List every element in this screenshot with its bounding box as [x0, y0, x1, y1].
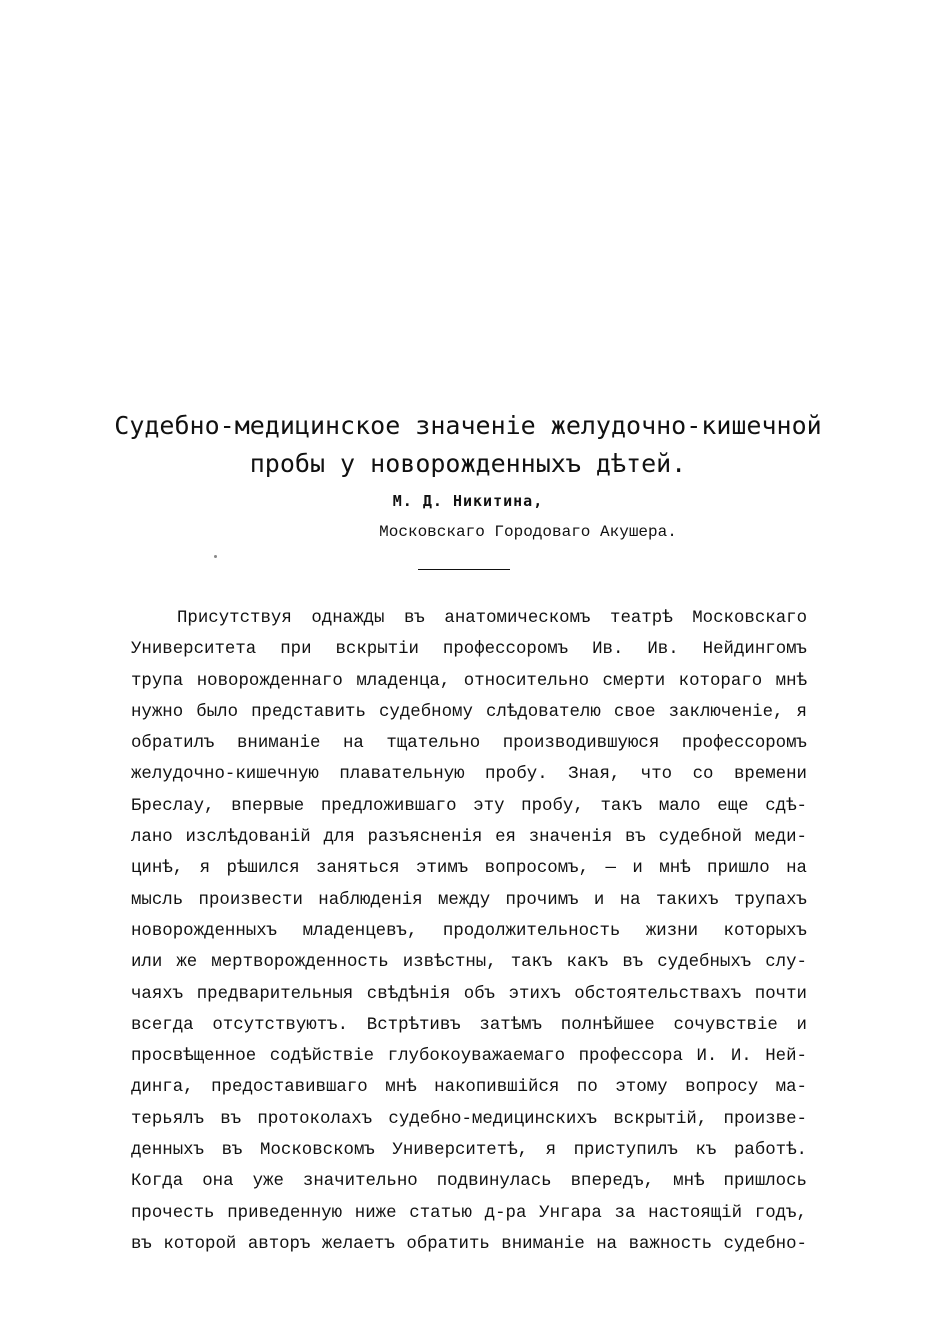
body-line: трупа новорожденнаго младенца, относительно смерти котораго мнѣ — [131, 671, 807, 691]
paper-speck — [214, 555, 217, 558]
body-line: чаяхъ предварительныя свѣдѣнія объ этихъ обстоятельствахъ почти — [131, 984, 807, 1004]
body-line: прочесть приведенную ниже статью д-ра Унгара за настоящій годъ, — [131, 1203, 807, 1223]
body-line: денныхъ въ Московскомъ Университетѣ, я приступилъ къ работѣ. — [131, 1141, 807, 1161]
body-line: просвѣщенное содѣйствіе глубокоуважаемаго профессора И. И. Ней- — [131, 1047, 807, 1067]
body-line: Университета при вскрытіи профессоромъ Ив. Ив. Нейдингомъ — [131, 640, 807, 660]
body-line: нужно было представить судебному слѣдователю свое заключеніе, я — [131, 702, 807, 722]
body-line: терьялъ въ протоколахъ судебно-медицинскихъ вскрытій, произве- — [131, 1109, 807, 1129]
article-title-line-2: пробы у новорожденныхъ дѣтей. — [249, 449, 687, 478]
body-line: Присутствуя однажды въ анатомическомъ театрѣ Московскаго — [177, 609, 807, 628]
body-line: Когда она уже значительно подвинулась впередъ, мнѣ пришлось — [131, 1172, 807, 1192]
article-title-line-1: Судебно-медицинское значеніе желудочно-кишечной — [114, 411, 822, 440]
author-affiliation: Московскаго Городоваго Акушера. — [379, 523, 677, 541]
body-line: мысль произвести наблюденія между прочимъ и на такихъ трупахъ — [131, 890, 807, 910]
body-line: въ которой авторъ желаетъ обратить вниманіе на важность судебно- — [131, 1234, 807, 1254]
body-line: всегда отсутствуютъ. Встрѣтивъ затѣмъ полнѣйшее сочувствіе и — [131, 1015, 807, 1035]
body-line: или же мертворожденность извѣстны, такъ какъ въ судебныхъ слу- — [131, 953, 807, 973]
body-line: обратилъ вниманіе на тщательно производившуюся профессоромъ — [131, 734, 807, 754]
body-line: желудочно-кишечную плавательную пробу. Зная, что со времени — [131, 765, 807, 785]
body-line: динга, предоставившаго мнѣ накопившійся по этому вопросу ма- — [131, 1078, 807, 1098]
body-line: цинѣ, я рѣшился заняться этимъ вопросомъ, — и мнѣ пришло на — [131, 859, 807, 879]
title-divider — [418, 569, 510, 570]
body-line: лано изслѣдованій для разъясненія ея значенія въ судебной меди- — [131, 828, 807, 848]
body-line: новорожденныхъ младенцевъ, продолжительность жизни которыхъ — [131, 921, 807, 941]
author-name: М. Д. Никитина, — [392, 492, 544, 510]
article-body — [131, 603, 807, 1260]
body-line: Бреслау, впервые предложившаго эту пробу, такъ мало еще сдѣ- — [131, 796, 807, 816]
